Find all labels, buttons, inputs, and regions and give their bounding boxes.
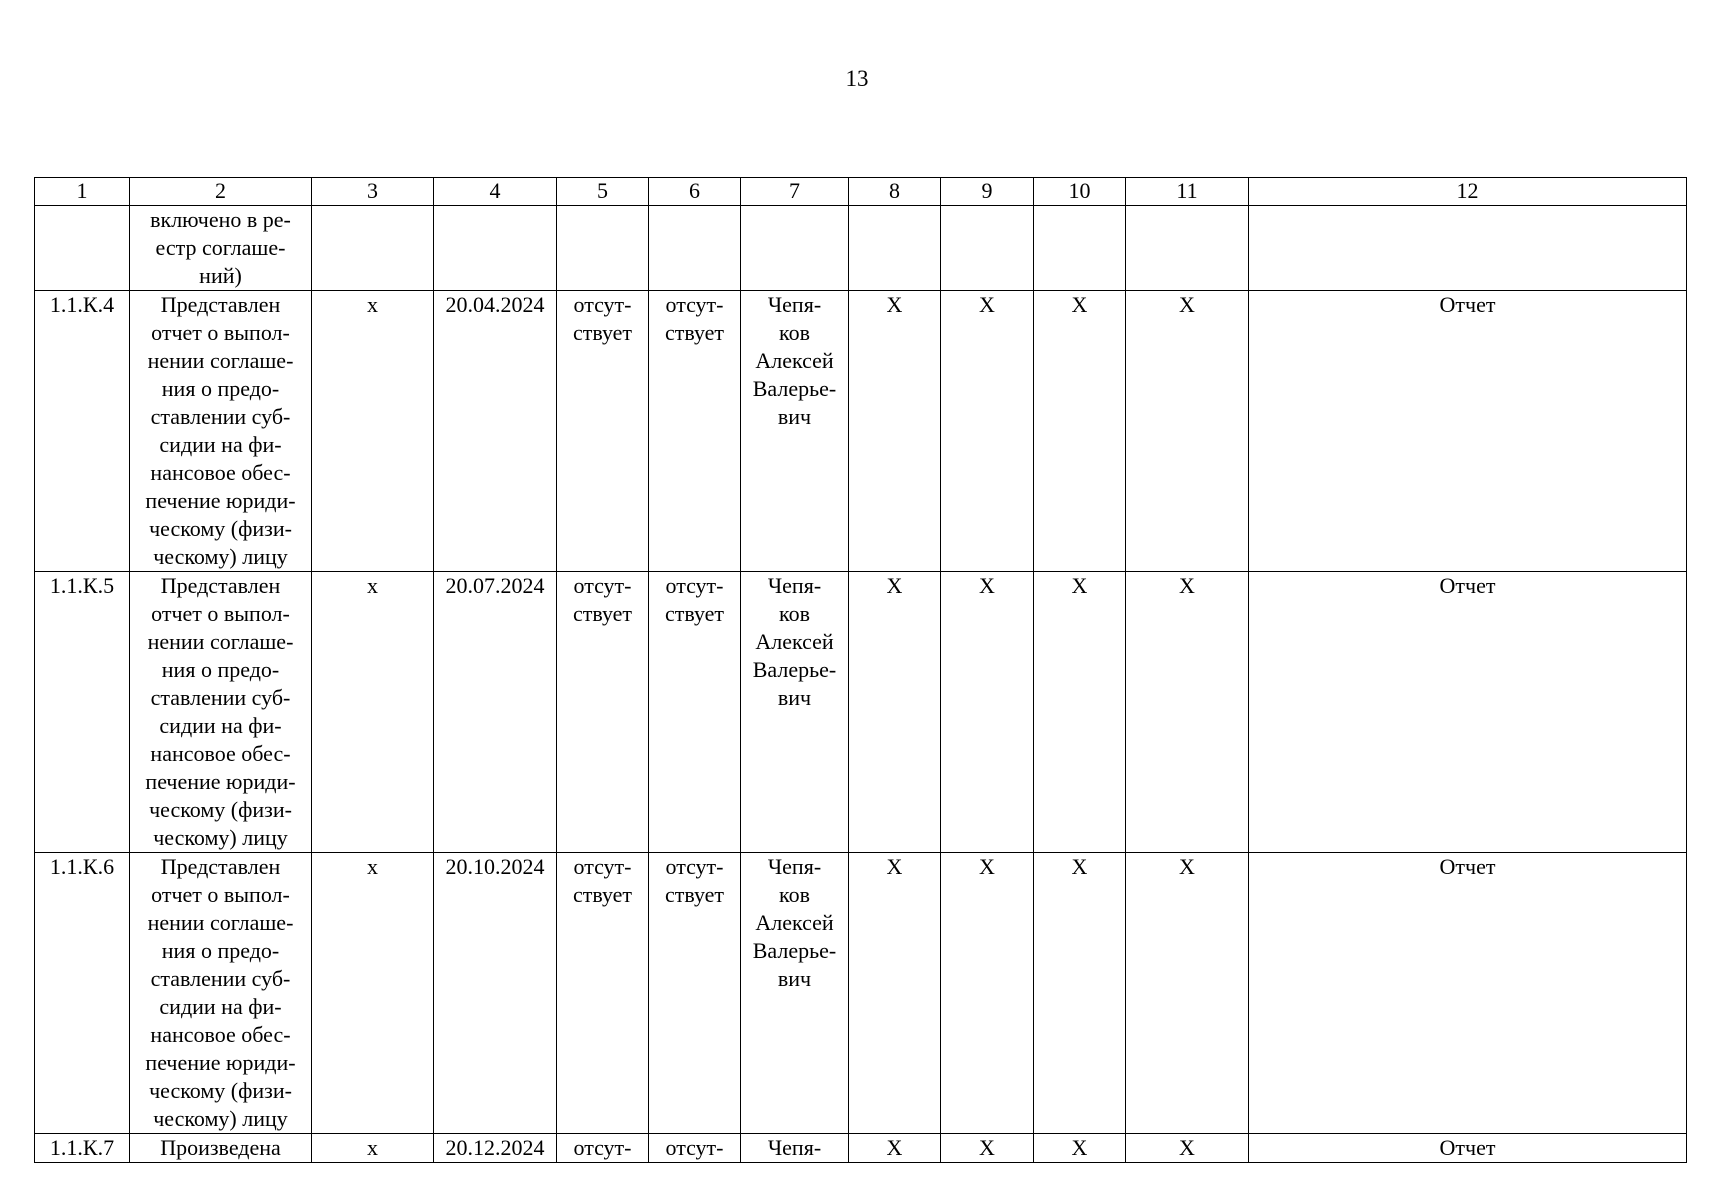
responsible-line: Алексей (755, 348, 834, 373)
description-line: Представлен (160, 573, 281, 598)
cell-date (434, 206, 557, 291)
responsible-line: Валерье- (752, 938, 837, 963)
column-header: 10 (1034, 178, 1126, 206)
cell-col5-line: ствует (572, 320, 633, 345)
responsible-line: Чепя- (767, 292, 822, 317)
description-line: Произведена (160, 1135, 281, 1160)
item-description (130, 572, 312, 853)
cell-date: 20.12.2024 (434, 1134, 557, 1163)
cell-responsible (741, 572, 849, 853)
cell-col8: X (849, 1134, 941, 1163)
description-line: Представлен (160, 854, 281, 879)
responsible-line: вич (777, 966, 812, 991)
column-header: 5 (557, 178, 649, 206)
responsible-line: Валерье- (752, 376, 837, 401)
description-line: ния о предо- (161, 938, 280, 963)
cell-col6 (649, 853, 741, 1134)
responsible-line: ков (779, 882, 810, 907)
cell-date: 20.04.2024 (434, 291, 557, 572)
cell-col5-line: ствует (572, 601, 633, 626)
cell-col6 (649, 1134, 741, 1163)
cell-result: Отчет (1249, 291, 1687, 572)
plan-table (34, 177, 1687, 1163)
description-line: ческому (физи- (149, 516, 292, 541)
cell-col8: X (849, 572, 941, 853)
cell-col6 (649, 291, 741, 572)
cell-col6-line: отсут- (665, 854, 724, 879)
cell-col6-line: ствует (664, 601, 725, 626)
column-number-row (35, 178, 1687, 206)
cell-col5-line: отсут- (573, 292, 632, 317)
cell-col5 (557, 572, 649, 853)
responsible-line: Чепя- (767, 1135, 822, 1160)
cell-responsible (741, 291, 849, 572)
cell-col3 (312, 206, 434, 291)
table-row (35, 291, 1687, 572)
description-line: ния о предо- (161, 376, 280, 401)
cell-result: Отчет (1249, 853, 1687, 1134)
cell-result: Отчет (1249, 1134, 1687, 1163)
item-description (130, 1134, 312, 1163)
description-line: ставлении суб- (150, 404, 291, 429)
description-line: нении соглаше- (147, 348, 294, 373)
responsible-line: Алексей (755, 629, 834, 654)
cell-col5-line: отсут- (573, 854, 632, 879)
description-line: отчет о выпол- (151, 320, 290, 345)
description-line: сидии на фи- (159, 713, 282, 738)
cell-col9: X (941, 291, 1034, 572)
description-line: отчет о выпол- (151, 882, 290, 907)
description-line: ставлении суб- (150, 685, 291, 710)
description-line: нансовое обес- (150, 460, 291, 485)
cell-col8 (849, 206, 941, 291)
cell-col10: X (1034, 853, 1126, 1134)
cell-result: Отчет (1249, 572, 1687, 853)
description-line: ний) (199, 263, 242, 288)
cell-col5-line: отсут- (573, 1135, 632, 1160)
cell-col11 (1126, 206, 1249, 291)
cell-col5-line: ствует (572, 882, 633, 907)
responsible-line: ков (779, 601, 810, 626)
cell-col5-line: отсут- (573, 573, 632, 598)
description-line: ния о предо- (161, 657, 280, 682)
cell-col6-line: ствует (664, 320, 725, 345)
column-header: 1 (35, 178, 130, 206)
item-number (35, 206, 130, 291)
cell-col10: X (1034, 572, 1126, 853)
description-line: нении соглаше- (147, 910, 294, 935)
description-line: нансовое обес- (150, 741, 291, 766)
table-row (35, 1134, 1687, 1163)
description-line: отчет о выпол- (151, 601, 290, 626)
cell-col11: X (1126, 291, 1249, 572)
cell-col3: x (312, 853, 434, 1134)
responsible-line: Чепя- (767, 854, 822, 879)
item-description (130, 291, 312, 572)
cell-col8: X (849, 291, 941, 572)
responsible-line: ков (779, 320, 810, 345)
cell-col6-line: отсут- (665, 1135, 724, 1160)
description-line: ческому (физи- (149, 1078, 292, 1103)
responsible-line: Алексей (755, 910, 834, 935)
item-description (130, 853, 312, 1134)
cell-responsible (741, 206, 849, 291)
column-header: 12 (1249, 178, 1687, 206)
cell-col11: X (1126, 1134, 1249, 1163)
cell-date: 20.07.2024 (434, 572, 557, 853)
responsible-line: Чепя- (767, 573, 822, 598)
column-header: 6 (649, 178, 741, 206)
cell-col9: X (941, 853, 1034, 1134)
table-row (35, 572, 1687, 853)
cell-col10 (1034, 206, 1126, 291)
item-number: 1.1.К.4 (35, 291, 130, 572)
cell-col3: x (312, 291, 434, 572)
page-number: 13 (845, 66, 869, 91)
item-description (130, 206, 312, 291)
cell-col10: X (1034, 1134, 1126, 1163)
column-header: 9 (941, 178, 1034, 206)
cell-col6-line: отсут- (665, 292, 724, 317)
description-line: Представлен (160, 292, 281, 317)
description-line: ческому) лицу (153, 1106, 288, 1131)
item-number: 1.1.К.7 (35, 1134, 130, 1163)
column-header: 3 (312, 178, 434, 206)
column-header: 4 (434, 178, 557, 206)
description-line: печение юриди- (145, 769, 296, 794)
cell-col6-line: отсут- (665, 573, 724, 598)
column-header: 2 (130, 178, 312, 206)
cell-col5 (557, 1134, 649, 1163)
cell-date: 20.10.2024 (434, 853, 557, 1134)
description-line: нении соглаше- (147, 629, 294, 654)
cell-col9: X (941, 1134, 1034, 1163)
description-line: печение юриди- (145, 1050, 296, 1075)
description-line: ческому) лицу (153, 825, 288, 850)
description-line: нансовое обес- (150, 1022, 291, 1047)
responsible-line: вич (777, 685, 812, 710)
cell-col5 (557, 291, 649, 572)
description-line: ческому) лицу (153, 544, 288, 569)
cell-responsible (741, 853, 849, 1134)
cell-col9 (941, 206, 1034, 291)
cell-col6 (649, 206, 741, 291)
description-line: печение юриди- (145, 488, 296, 513)
column-header: 8 (849, 178, 941, 206)
cell-col10: X (1034, 291, 1126, 572)
item-number: 1.1.К.5 (35, 572, 130, 853)
column-header: 11 (1126, 178, 1249, 206)
cell-col3: x (312, 1134, 434, 1163)
table-row (35, 853, 1687, 1134)
description-line: естр соглаше- (155, 235, 286, 260)
cell-responsible (741, 1134, 849, 1163)
cell-col11: X (1126, 572, 1249, 853)
cell-col8: X (849, 853, 941, 1134)
cell-col5 (557, 206, 649, 291)
description-line: сидии на фи- (159, 432, 282, 457)
cell-col6 (649, 572, 741, 853)
cell-col5 (557, 853, 649, 1134)
cell-result (1249, 206, 1687, 291)
column-header: 7 (741, 178, 849, 206)
cell-col9: X (941, 572, 1034, 853)
description-line: ставлении суб- (150, 966, 291, 991)
responsible-line: вич (777, 404, 812, 429)
description-line: сидии на фи- (159, 994, 282, 1019)
cell-col11: X (1126, 853, 1249, 1134)
cell-col6-line: ствует (664, 882, 725, 907)
description-line: ческому (физи- (149, 797, 292, 822)
description-line: включено в ре- (150, 207, 291, 232)
cell-col3: x (312, 572, 434, 853)
table-row (35, 206, 1687, 291)
responsible-line: Валерье- (752, 657, 837, 682)
item-number: 1.1.К.6 (35, 853, 130, 1134)
